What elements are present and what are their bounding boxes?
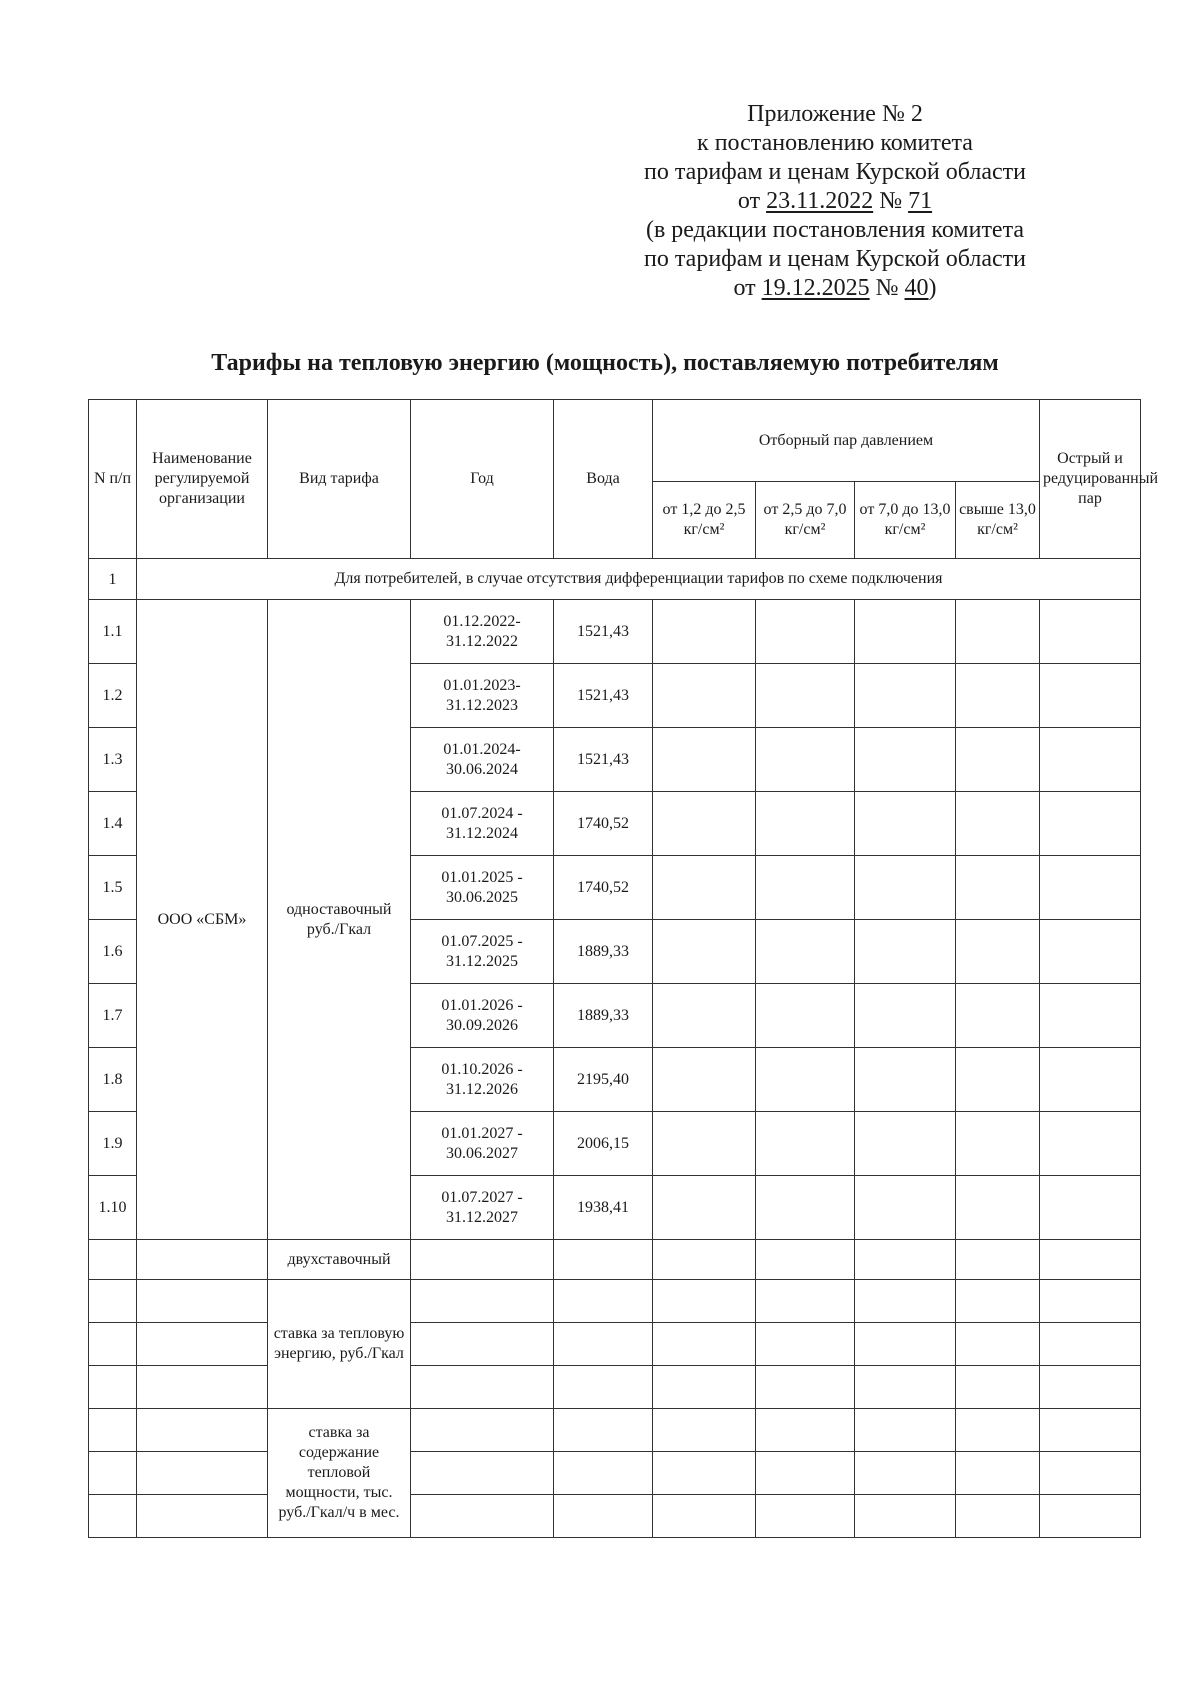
- header-pressure-1: от 1,2 до 2,5 кг/см²: [653, 482, 756, 559]
- energy-rate-label: ставка за тепловую энергию, руб./Гкал: [268, 1280, 411, 1409]
- row-period: 01.07.2025 - 31.12.2025: [411, 920, 554, 984]
- section-row: [89, 559, 1141, 600]
- header-num: N п/п: [89, 400, 137, 559]
- row-water: 1521,43: [554, 728, 653, 792]
- row-period: 01.12.2022-31.12.2022: [411, 600, 554, 664]
- header-org: Наименование регулируемой организации: [137, 400, 268, 559]
- revision-no: №: [869, 275, 905, 301]
- row-num: 1.10: [89, 1176, 137, 1240]
- tariff-table: [88, 399, 1159, 1538]
- header-pressure-3: от 7,0 до 13,0 кг/см²: [855, 482, 956, 559]
- appendix-line-3: по тарифам и ценам Курской области: [644, 159, 1026, 185]
- row-num: 1.2: [89, 664, 137, 728]
- capacity-rate-row: [89, 1409, 1141, 1452]
- header-pressure-4: свыше 13,0 кг/см²: [956, 482, 1040, 559]
- row-period: 01.01.2024-30.06.2024: [411, 728, 554, 792]
- appendix-no: №: [873, 188, 909, 214]
- row-period: 01.01.2023-31.12.2023: [411, 664, 554, 728]
- revision-number: 40: [904, 275, 929, 301]
- table-row: [89, 600, 1141, 664]
- revision-date: 19.12.2025: [761, 275, 870, 301]
- section-num: 1: [89, 559, 137, 600]
- energy-rate-row: [89, 1280, 1141, 1323]
- header-steam: Отборный пар давлением: [653, 400, 1040, 482]
- resolution-date: 23.11.2022: [766, 188, 874, 214]
- energy-rate-row: [89, 1323, 1141, 1366]
- revision-close: ): [928, 275, 937, 301]
- row-num: 1.3: [89, 728, 137, 792]
- header-pressure-2: от 2,5 до 7,0 кг/см²: [756, 482, 855, 559]
- row-water: 1521,43: [554, 664, 653, 728]
- header-year: Год: [411, 400, 554, 559]
- two-rate-label: двухставочный: [268, 1240, 411, 1280]
- row-water: 2195,40: [554, 1048, 653, 1112]
- resolution-number: 71: [908, 188, 933, 214]
- row-period: 01.07.2024 - 31.12.2024: [411, 792, 554, 856]
- energy-rate-row: [89, 1366, 1141, 1409]
- single-rate-label: одноставочный руб./Гкал: [268, 600, 411, 1240]
- row-water: 1889,33: [554, 984, 653, 1048]
- row-water: 1938,41: [554, 1176, 653, 1240]
- row-water: 1740,52: [554, 856, 653, 920]
- row-num: 1.4: [89, 792, 137, 856]
- row-water: 1521,43: [554, 600, 653, 664]
- row-water: 2006,15: [554, 1112, 653, 1176]
- header-tariff-type: Вид тарифа: [268, 400, 411, 559]
- two-rate-row: [89, 1240, 1141, 1280]
- appendix-line-1: Приложение № 2: [747, 101, 923, 127]
- row-num: 1.1: [89, 600, 137, 664]
- row-period: 01.10.2026 - 31.12.2026: [411, 1048, 554, 1112]
- row-num: 1.8: [89, 1048, 137, 1112]
- row-num: 1.5: [89, 856, 137, 920]
- appendix-line-4: [600, 187, 1070, 216]
- row-num: 1.6: [89, 920, 137, 984]
- row-period: 01.01.2027 - 30.06.2027: [411, 1112, 554, 1176]
- row-period: 01.01.2026 - 30.09.2026: [411, 984, 554, 1048]
- appendix-block: [600, 100, 1070, 303]
- header-sharp-steam: Острый и редуцированный пар: [1040, 400, 1141, 559]
- document-title: Тарифы на тепловую энергию (мощность), поставляемую потребителям: [211, 350, 999, 376]
- row-num: 1.9: [89, 1112, 137, 1176]
- row-water: 1740,52: [554, 792, 653, 856]
- row-water: 1889,33: [554, 920, 653, 984]
- header-water: Вода: [554, 400, 653, 559]
- section-text: Для потребителей, в случае отсутствия дифференциации тарифов по схеме подключения: [137, 559, 1141, 600]
- appendix-from: от: [737, 188, 767, 214]
- row-period: 01.01.2025 - 30.06.2025: [411, 856, 554, 920]
- row-num: 1.7: [89, 984, 137, 1048]
- capacity-rate-label: ставка за содержание тепловой мощности, тыс. руб./Гкал/ч в мес.: [268, 1409, 411, 1538]
- appendix-line-2: к постановлению комитета: [697, 130, 973, 156]
- row-period: 01.07.2027 - 31.12.2027: [411, 1176, 554, 1240]
- appendix-line-7: [600, 274, 1070, 303]
- capacity-rate-row: [89, 1495, 1141, 1538]
- revision-from: от: [733, 275, 762, 301]
- capacity-rate-row: [89, 1452, 1141, 1495]
- org-name: ООО «СБМ»: [137, 600, 268, 1240]
- appendix-line-5: (в редакции постановления комитета: [645, 217, 1025, 243]
- header-row-1: [89, 400, 1141, 482]
- appendix-line-6: по тарифам и ценам Курской области: [644, 246, 1026, 272]
